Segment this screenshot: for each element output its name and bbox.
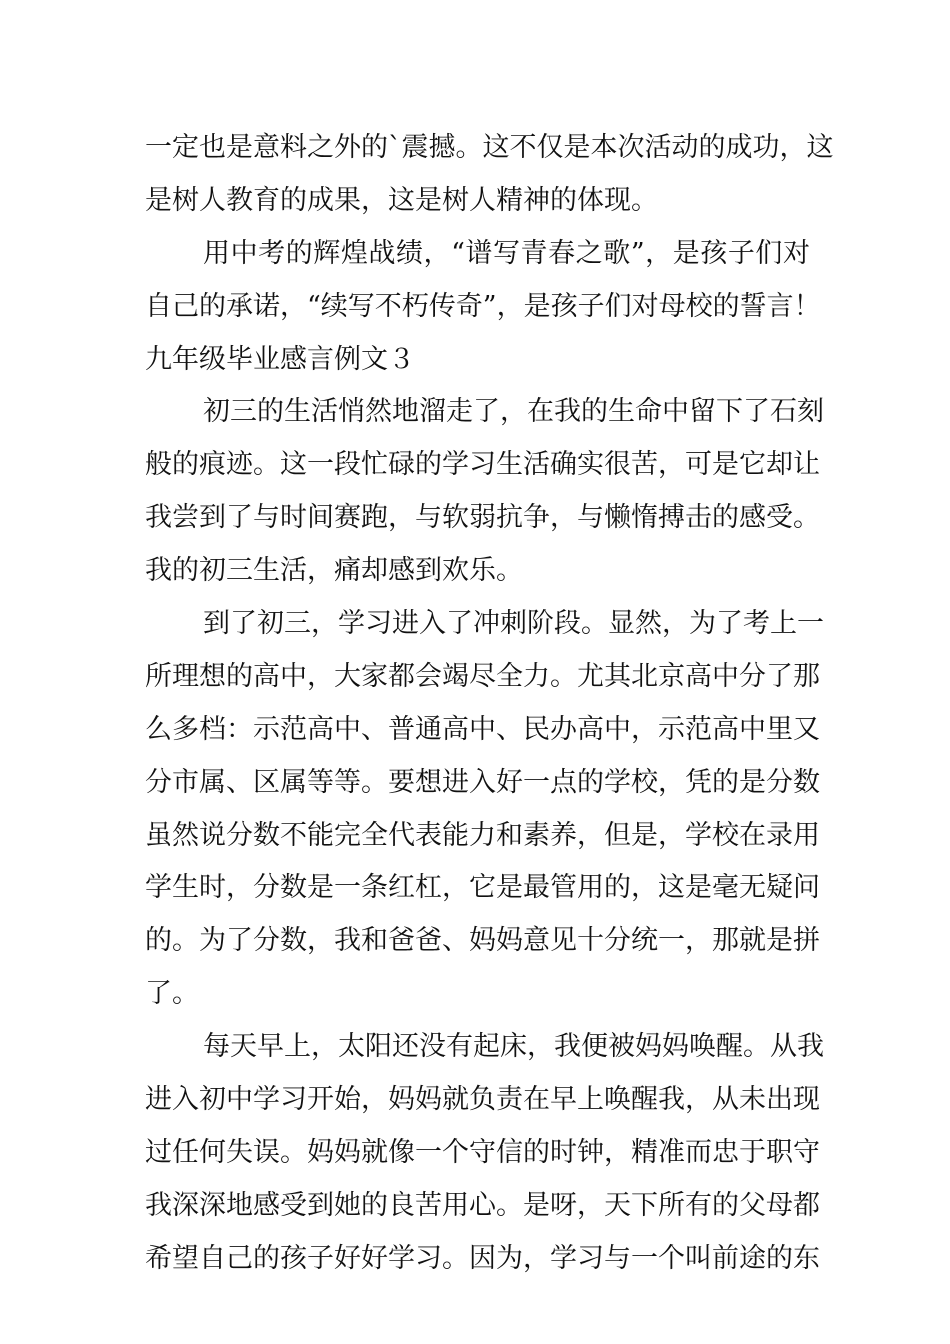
paragraph-first-line: 到了初三，学习进入了冲刺阶段。显然，为了考上一 [203,608,824,640]
text-line: 希望自己的孩子好好学习。因为，学习与一个叫前途的东 [145,1242,820,1274]
text-line: 分市属、区属等等。要想进入好一点的学校，凭的是分数 [145,766,820,798]
text-line: 是树人教育的成果，这是树人精神的体现。 [145,184,658,216]
paragraph-first-line: 初三的生活悄然地溜走了，在我的生命中留下了石刻 [203,396,824,428]
paragraph-first-line: 每天早上，太阳还没有起床，我便被妈妈唤醒。从我 [203,1031,824,1063]
text-line: 学生时，分数是一条红杠，它是最管用的，这是毫无疑问 [145,872,820,904]
text-line: 一定也是意料之外的`震撼。这不仅是本次活动的成功，这 [145,132,834,163]
text-line: 的。为了分数，我和爸爸、妈妈意见十分统一，那就是拼 [145,925,820,957]
paragraph-first-line: 用中考的辉煌战绩，“谱写青春之歌”，是孩子们对 [203,237,810,269]
text-line: 般的痕迹。这一段忙碌的学习生活确实很苦，可是它却让 [145,449,820,481]
text-line: 自己的承诺，“续写不朽传奇”，是孩子们对母校的誓言！ [145,290,821,322]
text-line: 进入初中学习开始，妈妈就负责在早上唤醒我，从未出现 [145,1084,820,1116]
text-line: 我深深地感受到她的良苦用心。是呀，天下所有的父母都 [145,1189,820,1221]
text-line: 么多档：示范高中、普通高中、民办高中，示范高中里又 [145,713,820,745]
text-line: 我尝到了与时间赛跑，与软弱抗争，与懒惰搏击的感受。 [145,502,820,534]
text-line: 了。 [145,978,199,1010]
text-line: 虽然说分数不能完全代表能力和素养，但是，学校在录用 [145,819,820,851]
text-line: 我的初三生活，痛却感到欢乐。 [145,555,523,587]
text-line: 过任何失误。妈妈就像一个守信的时钟，精准而忠于职守 [145,1136,820,1168]
document-body [145,122,834,1286]
text-line: 所理想的高中，大家都会竭尽全力。尤其北京高中分了那 [145,660,820,692]
section-heading: 九年级毕业感言例文３ [145,343,415,375]
